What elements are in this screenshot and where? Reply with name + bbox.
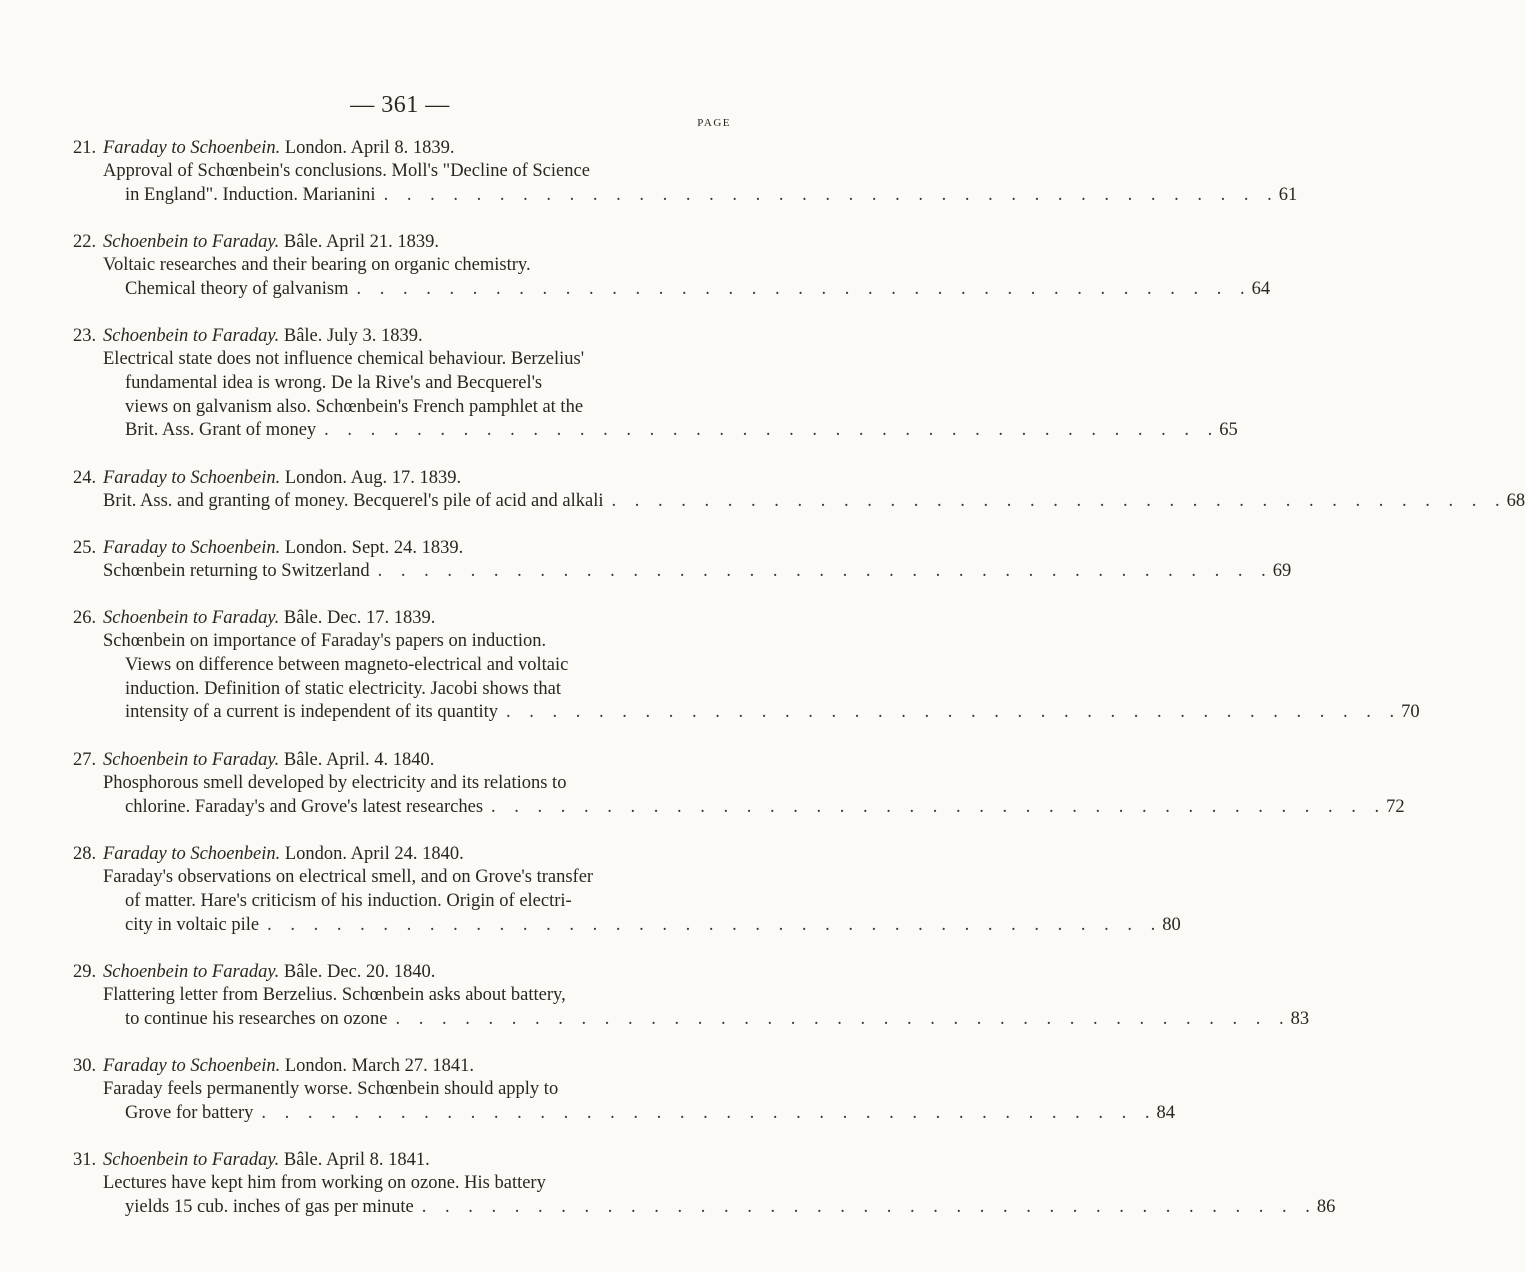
dot-leader: . . . . . . . . . . . . . . . . . . . . . . . . . . . . . . . . . . . . . . . (506, 702, 1402, 723)
entry-heading (73, 230, 729, 254)
entry-summary (103, 1078, 1176, 1126)
entry-title: Schoenbein to Faraday. (103, 608, 280, 628)
summary-last-line (103, 278, 1271, 302)
entry-place-date: London. Aug. 17. 1839. (284, 468, 462, 488)
entry-summary (103, 866, 1181, 937)
entry-summary (103, 772, 1405, 820)
entry-page-number: 61 (1278, 184, 1298, 205)
entry-number: 22. (73, 232, 97, 252)
entry-number: 21. (73, 138, 97, 158)
entry-place-date: Bâle. April. 4. 1840. (283, 750, 435, 770)
summary-last-line (103, 490, 1525, 514)
entry-title: Schoenbein to Faraday. (103, 232, 280, 252)
dot-leader: . . . . . . . . . . . . . . . . . . . . . . . . . . . . . . . . . . . . . . . (611, 491, 1507, 511)
index-entry (73, 1054, 1176, 1148)
summary-line: yields 15 cub. inches of gas per minute (125, 1196, 414, 1217)
entry-page-number: 72 (1386, 796, 1405, 817)
summary-last-line (103, 701, 1420, 725)
entry-summary (103, 348, 1238, 443)
entry-title: Faraday to Schoenbein. (103, 1056, 281, 1076)
summary-last-line (103, 1102, 1176, 1126)
entry-number: 25. (73, 538, 97, 558)
entry-title: Faraday to Schoenbein. (103, 138, 281, 158)
summary-last-line (103, 1008, 1310, 1032)
summary-line: Flattering letter from Berzelius. Schœnbein asks about battery, (103, 985, 566, 1005)
index-entry (73, 1148, 1336, 1242)
entry-place-date: London. March 27. 1841. (284, 1056, 474, 1076)
summary-line: fundamental idea is wrong. De la Rive's and Becquerel's (125, 372, 543, 393)
summary-last-line (103, 419, 1238, 443)
dot-leader: . . . . . . . . . . . . . . . . . . . . . . . . . . . . . . . . . . . . . . . (267, 914, 1163, 935)
index-entry (73, 466, 1525, 536)
summary-line: Lectures have kept him from working on ozone. His battery (103, 1173, 546, 1193)
summary-last-line (103, 1196, 1336, 1220)
entry-number: 29. (73, 962, 97, 982)
page-column-header: PAGE (697, 117, 731, 129)
entry-page-number: 68 (1506, 491, 1525, 511)
entry-place-date: Bâle. Dec. 20. 1840. (283, 962, 436, 982)
entry-number: 26. (73, 608, 97, 628)
entry-page-number: 80 (1162, 914, 1181, 935)
entry-summary (103, 630, 1420, 725)
index-entry (73, 136, 1298, 230)
summary-line: induction. Definition of static electricity. Jacobi shows that (125, 678, 562, 699)
entry-heading (73, 324, 729, 348)
entry-heading (73, 1148, 729, 1172)
summary-last-line (103, 560, 1292, 584)
entry-number: 27. (73, 750, 97, 770)
summary-line: Schœnbein returning to Switzerland (103, 561, 370, 581)
summary-line: Brit. Ass. Grant of money (125, 420, 317, 441)
letter-index-list (73, 136, 1525, 1242)
summary-line: of matter. Hare's criticism of his induction. Origin of electri- (125, 890, 572, 911)
entry-page-number: 70 (1401, 702, 1420, 723)
entry-heading (73, 536, 729, 560)
index-entry (73, 606, 1420, 748)
entry-title: Schoenbein to Faraday. (103, 750, 280, 770)
summary-line: Phosphorous smell developed by electricity and its relations to (103, 773, 567, 793)
summary-line: to continue his researches on ozone (125, 1008, 388, 1029)
index-entry (73, 230, 1271, 324)
summary-last-line (103, 914, 1181, 938)
entry-summary (103, 490, 1525, 514)
entry-page-number: 69 (1272, 561, 1292, 581)
index-entry (73, 536, 1292, 606)
entry-heading (73, 748, 729, 772)
dot-leader: . . . . . . . . . . . . . . . . . . . . . . . . . . . . . . . . . . . . . . . (383, 184, 1279, 205)
entry-place-date: London. April 24. 1840. (284, 844, 464, 864)
summary-last-line (103, 184, 1298, 208)
entry-place-date: London. April 8. 1839. (284, 138, 455, 158)
dot-leader: . . . . . . . . . . . . . . . . . . . . . . . . . . . . . . . . . . . . . . . (395, 1008, 1291, 1029)
summary-line: Faraday's observations on electrical smell, and on Grove's transfer (103, 867, 594, 887)
entry-title: Schoenbein to Faraday. (103, 1150, 280, 1170)
entry-title: Faraday to Schoenbein. (103, 538, 281, 558)
entry-place-date: Bâle. Dec. 17. 1839. (283, 608, 436, 628)
entry-heading (73, 606, 729, 630)
dot-leader: . . . . . . . . . . . . . . . . . . . . . . . . . . . . . . . . . . . . . . . (491, 796, 1387, 817)
index-entry (73, 842, 1181, 960)
entry-summary (103, 984, 1310, 1032)
summary-line: Brit. Ass. and granting of money. Becquerel's pile of acid and alkali (103, 491, 604, 511)
entry-heading (73, 960, 729, 984)
summary-line: Chemical theory of galvanism (125, 278, 349, 299)
entry-heading (73, 466, 729, 490)
entry-number: 30. (73, 1056, 97, 1076)
summary-line: Grove for battery (125, 1102, 254, 1123)
entry-summary (103, 560, 1292, 584)
summary-line: city in voltaic pile (125, 914, 260, 935)
summary-line: Approval of Schœnbein's conclusions. Moll's "Decline of Science (103, 161, 590, 181)
entry-heading (73, 1054, 729, 1078)
dot-leader: . . . . . . . . . . . . . . . . . . . . . . . . . . . . . . . . . . . . . . . (356, 278, 1252, 299)
dot-leader: . . . . . . . . . . . . . . . . . . . . . . . . . . . . . . . . . . . . . . . (261, 1102, 1157, 1123)
summary-line: Schœnbein on importance of Faraday's papers on induction. (103, 631, 547, 651)
entry-page-number: 86 (1316, 1196, 1336, 1217)
entry-place-date: Bâle. April 8. 1841. (283, 1150, 430, 1170)
index-entry (73, 324, 1238, 466)
entry-title: Faraday to Schoenbein. (103, 844, 281, 864)
summary-line: Electrical state does not influence chemical behaviour. Berzelius' (103, 349, 585, 369)
dot-leader: . . . . . . . . . . . . . . . . . . . . . . . . . . . . . . . . . . . . . . . (421, 1196, 1317, 1217)
summary-line: in England". Induction. Marianini (125, 184, 376, 205)
dot-leader: . . . . . . . . . . . . . . . . . . . . . . . . . . . . . . . . . . . . . . . (324, 420, 1220, 441)
entry-heading (73, 136, 729, 160)
entry-summary (103, 1172, 1336, 1220)
entry-place-date: Bâle. April 21. 1839. (283, 232, 440, 252)
summary-line: Views on difference between magneto-electrical and voltaic (125, 654, 569, 675)
entry-number: 24. (73, 468, 97, 488)
entry-summary (103, 160, 1298, 208)
entry-number: 28. (73, 844, 97, 864)
summary-line: chlorine. Faraday's and Grove's latest researches (125, 796, 484, 817)
summary-line: Voltaic researches and their bearing on organic chemistry. (103, 255, 531, 275)
entry-page-number: 83 (1290, 1008, 1310, 1029)
entry-page-number: 64 (1251, 278, 1271, 299)
summary-line: intensity of a current is independent of its quantity (125, 702, 498, 723)
entry-page-number: 65 (1219, 420, 1238, 441)
page-number: — 361 — (350, 92, 450, 118)
summary-line: views on galvanism also. Schœnbein's French pamphlet at the (125, 396, 584, 417)
entry-place-date: London. Sept. 24. 1839. (284, 538, 464, 558)
index-entry (73, 748, 1405, 842)
entry-number: 23. (73, 326, 97, 346)
entry-title: Schoenbein to Faraday. (103, 962, 280, 982)
entry-number: 31. (73, 1150, 97, 1170)
dot-leader: . . . . . . . . . . . . . . . . . . . . . . . . . . . . . . . . . . . . . . . (377, 561, 1273, 581)
entry-place-date: Bâle. July 3. 1839. (283, 326, 423, 346)
entry-summary (103, 254, 1271, 302)
summary-line: Faraday feels permanently worse. Schœnbein should apply to (103, 1079, 559, 1099)
entry-title: Schoenbein to Faraday. (103, 326, 280, 346)
index-entry (73, 960, 1310, 1054)
entry-page-number: 84 (1156, 1102, 1176, 1123)
entry-heading (73, 842, 729, 866)
entry-title: Faraday to Schoenbein. (103, 468, 281, 488)
summary-last-line (103, 796, 1405, 820)
